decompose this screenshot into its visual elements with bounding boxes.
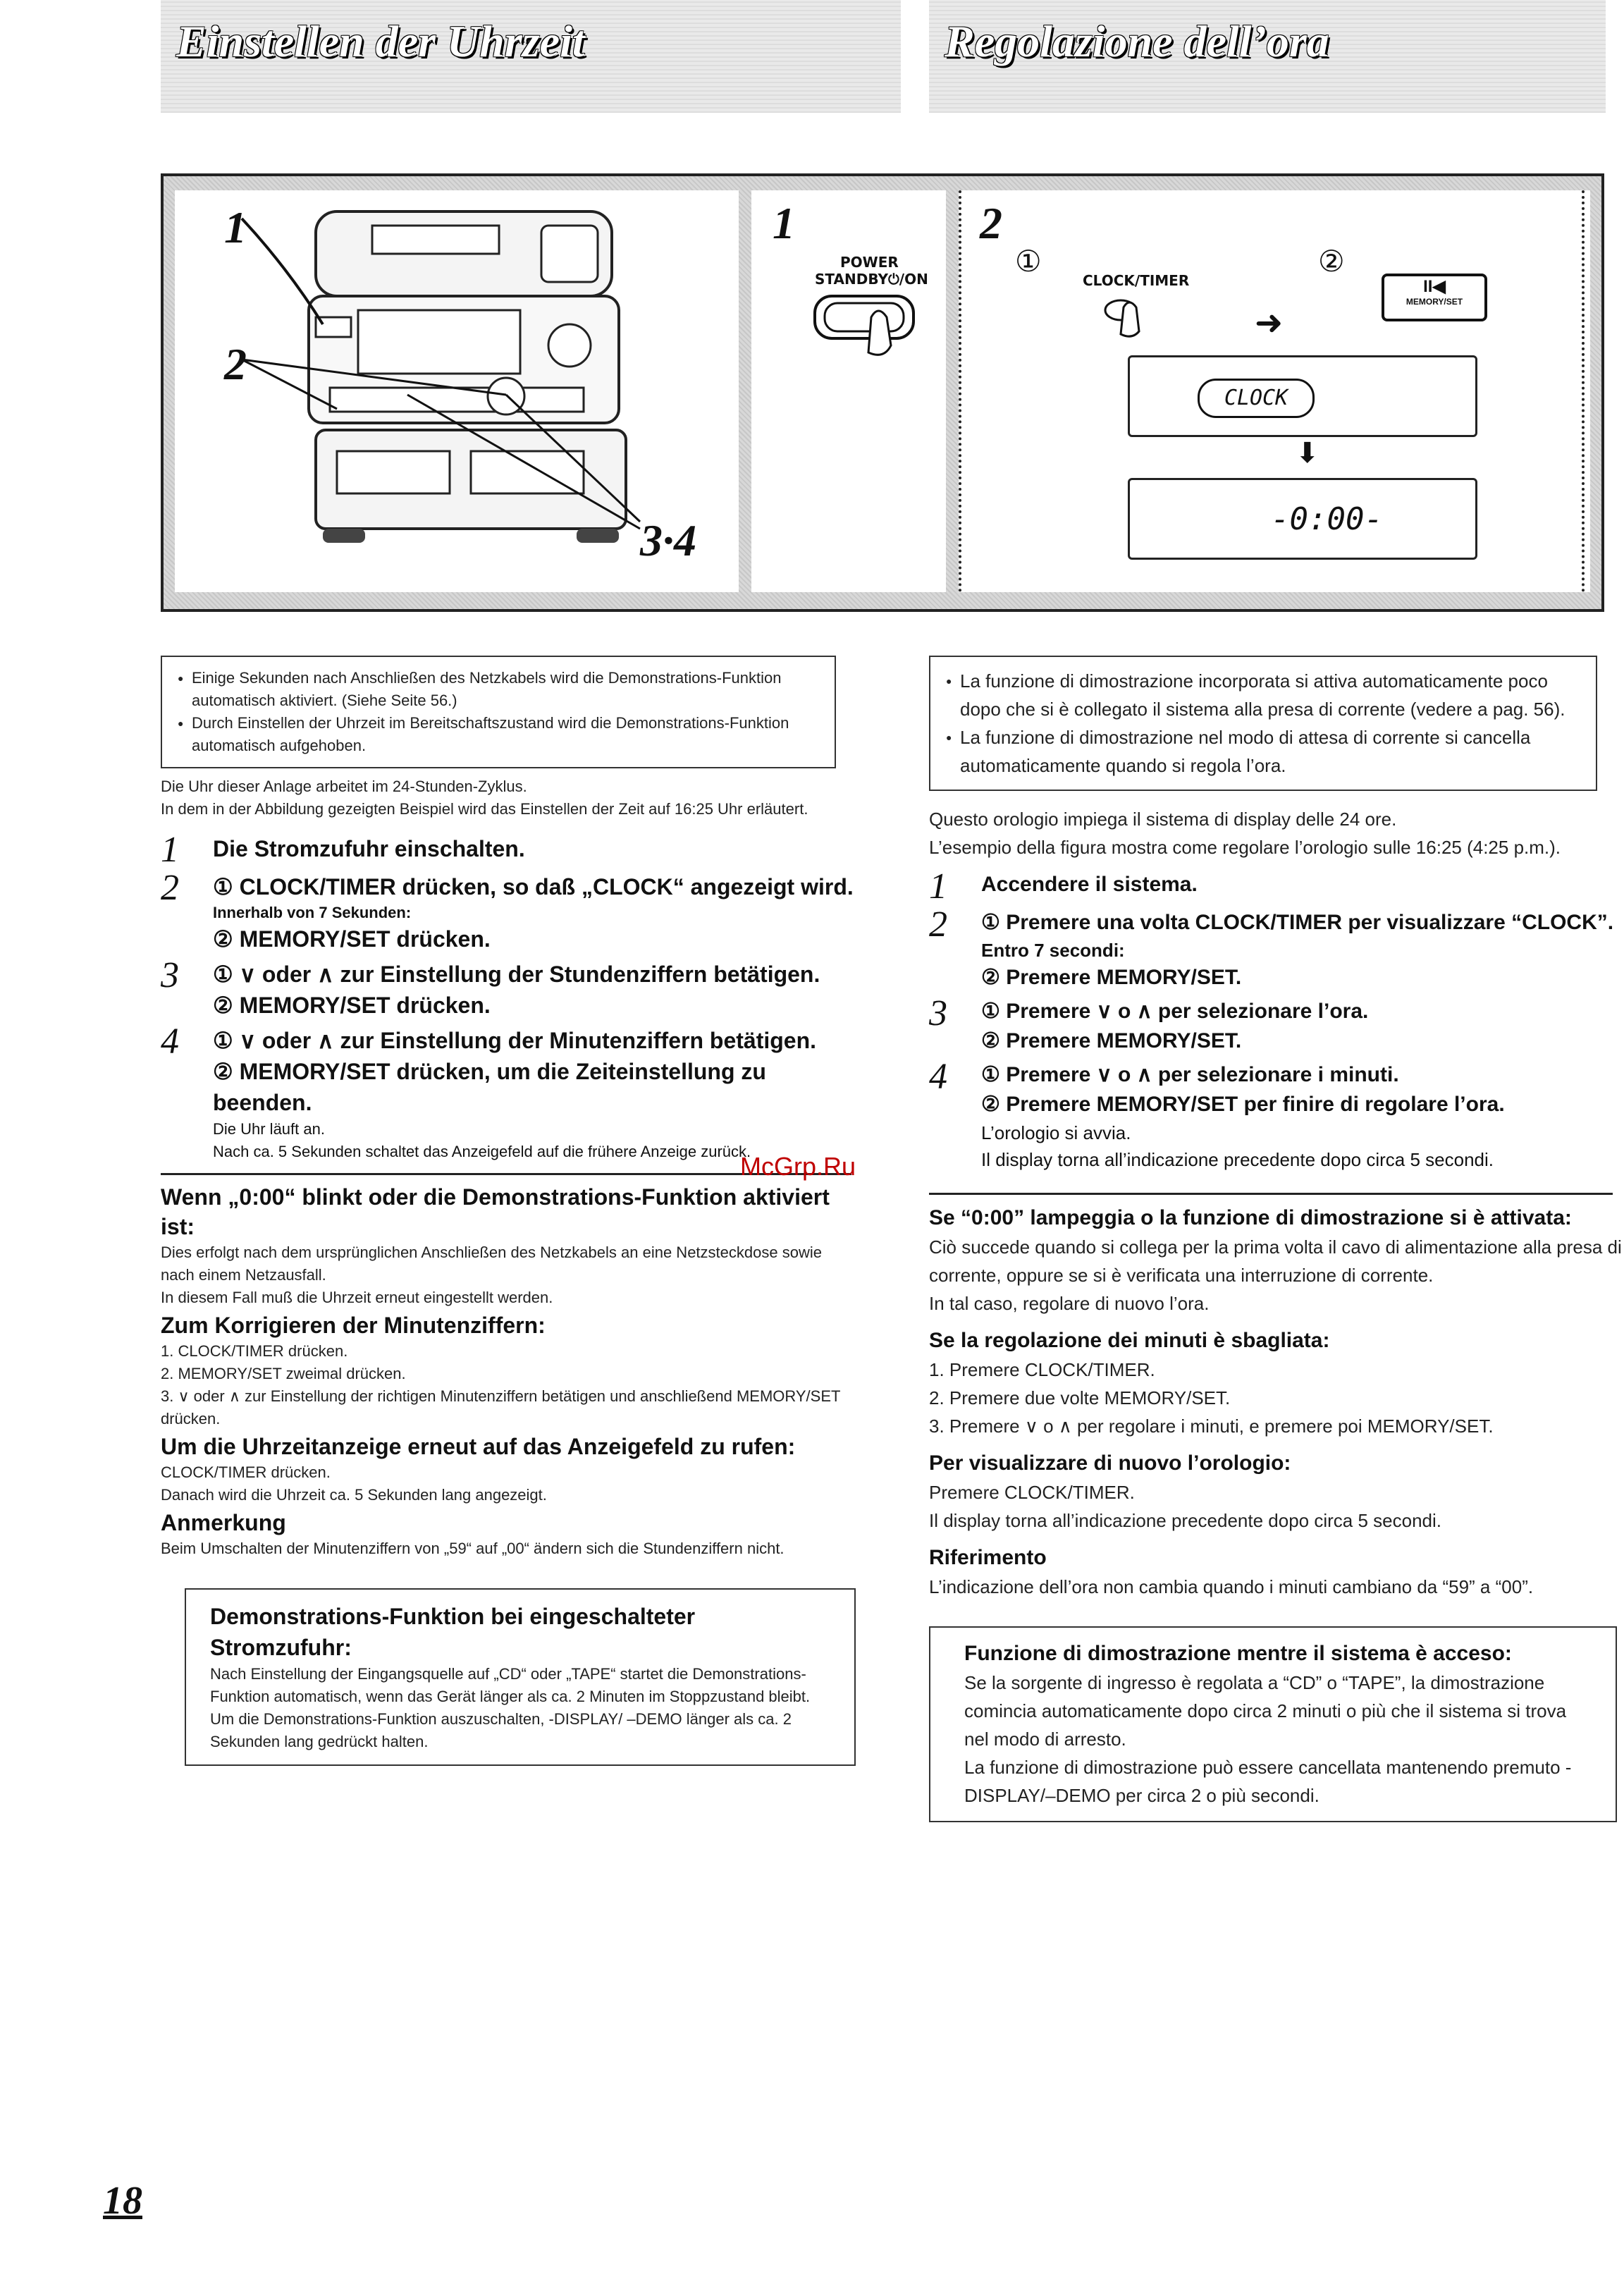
arrow-right-icon: ➜ [1255, 305, 1284, 342]
italian-step3-number: 3 [929, 993, 947, 1033]
german-blink-text1: Dies erfolgt nach dem ursprünglichen Anschließen des Netzkabels an eine Netzsteckdose sowie nach einem Netzausfall. [161, 1244, 822, 1284]
clock-timer-button-icon [1100, 289, 1156, 338]
german-step1-number: 1 [161, 830, 179, 870]
memory-set-button [1382, 274, 1487, 321]
german-column [161, 656, 854, 1766]
header-band-it [929, 0, 1606, 113]
italian-note-heading: Riferimento [929, 1546, 1047, 1569]
german-step2-number: 2 [161, 868, 179, 908]
memory-set-label: MEMORY/SET [1405, 297, 1463, 307]
italian-blink-text2: In tal caso, regolare di nuovo l’ora. [929, 1293, 1210, 1314]
italian-step2a: ① Premere una volta CLOCK/TIMER per visualizzare “CLOCK”. [981, 911, 1614, 934]
german-recall-heading: Um die Uhrzeitanzeige erneut auf das Anzeigefeld zu rufen: [161, 1434, 796, 1459]
italian-step4a: ① Premere ∨ o ∧ per selezionare i minuti. [981, 1063, 1399, 1086]
italian-step2-number: 2 [929, 904, 947, 945]
german-intro-1: Die Uhr dieser Anlage arbeitet im 24-Stunden-Zyklus. [161, 778, 527, 795]
dotted-divider [959, 190, 961, 592]
italian-correct-item-2: 2. Premere due volte MEMORY/SET. [929, 1387, 1231, 1408]
italian-step4-note1: L’orologio si avvia. [981, 1122, 1131, 1143]
italian-recall-text2: Il display torna all’indicazione precedente dopo circa 5 secondi. [929, 1510, 1441, 1531]
lcd-clock-text: CLOCK [1198, 379, 1315, 418]
italian-recall-heading: Per visualizzare di nuovo l’orologio: [929, 1451, 1291, 1475]
german-recall-text1: CLOCK/TIMER drücken. [161, 1463, 331, 1481]
illustration-figure [161, 173, 1604, 612]
step1-number: 1 [773, 198, 795, 248]
italian-blink-heading: Se “0:00” lampeggia o la funzione di dimostrazione si è attivata: [929, 1206, 1572, 1229]
german-blink-heading: Wenn „0:00“ blinkt oder die Demonstrations-Funktion aktiviert ist: [161, 1184, 830, 1239]
italian-column [929, 656, 1623, 1822]
german-note-text: Beim Umschalten der Minutenziffern von „59“ auf „00“ ändern sich die Stundenziffern nicht. [161, 1540, 785, 1557]
german-correct-item-1: 1. CLOCK/TIMER drücken. [161, 1342, 348, 1360]
page-title-it: Regolazione dell’ora [945, 16, 1329, 66]
german-step2a: ① CLOCK/TIMER drücken, so daß „CLOCK“ angezeigt wird. [213, 874, 854, 900]
german-steps [161, 830, 854, 1163]
step2-number: 2 [980, 198, 1002, 248]
german-intro-2: In dem in der Abbildung gezeigten Beispiel wird das Einstellen der Zeit auf 16:25 Uhr erläutert. [161, 800, 808, 818]
stereo-unit-panel [175, 190, 739, 592]
german-step4-number: 4 [161, 1021, 179, 1062]
german-step1-text: Die Stromzufuhr einschalten. [213, 836, 525, 861]
power-button-icon [808, 289, 921, 367]
italian-note-text: L’indicazione dell’ora non cambia quando i minuti cambiano da “59” a “00”. [929, 1576, 1534, 1597]
memory-set-symbol: II◀ [1423, 277, 1446, 296]
italian-step4-number: 4 [929, 1057, 947, 1097]
german-note-2: ● Durch Einstellen der Uhrzeit im Bereitschaftszustand wird die Demonstrations-Funktion automatisch aufgehoben. [178, 712, 819, 757]
italian-step3a: ① Premere ∨ o ∧ per selezionare l’ora. [981, 1000, 1369, 1023]
german-notes-box [161, 656, 836, 768]
german-step2-within: Innerhalb von 7 Sekunden: [213, 904, 412, 921]
german-note-heading: Anmerkung [161, 1510, 286, 1535]
german-step4a: ① ∨ oder ∧ zur Einstellung der Minutenziffern betätigen. [213, 1028, 817, 1053]
german-step2b: ② MEMORY/SET drücken. [213, 926, 491, 952]
german-correct-heading: Zum Korrigieren der Minutenziffern: [161, 1313, 546, 1338]
german-step4-note1: Die Uhr läuft an. [213, 1120, 325, 1138]
german-demo-box [185, 1588, 856, 1766]
italian-note-2: ● La funzione di dimostrazione nel modo di attesa di corrente si cancella automaticamente quando si regola l’ora. [946, 723, 1580, 780]
page-title-de: Einstellen der Uhrzeit [176, 16, 585, 66]
circle-one-label: ① [1015, 245, 1042, 278]
italian-notes-box [929, 656, 1597, 791]
italian-step1-number: 1 [929, 866, 947, 907]
header-band-de [161, 0, 901, 113]
italian-intro-2: L’esempio della figura mostra come regolare l’orologio sulle 16:25 (4:25 p.m.). [929, 837, 1561, 858]
display-clock [1128, 355, 1477, 437]
italian-demo-text2: La funzione di dimostrazione può essere cancellata mantenendo premuto -DISPLAY/–DEMO per circa 2 o più secondi. [964, 1757, 1572, 1806]
italian-step4b: ② Premere MEMORY/SET per finire di regolare l’ora. [981, 1093, 1505, 1116]
italian-blink-text1: Ciò succede quando si collega per la prima volta il cavo di alimentazione alla presa di corrente, oppure se si è verificata una interruzione di corrente. [929, 1236, 1622, 1286]
german-step4b: ② MEMORY/SET drücken, um die Zeiteinstellung zu beenden. [213, 1059, 766, 1115]
german-note-1: ● Einige Sekunden nach Anschließen des Netzkabels wird die Demonstrations-Funktion automatisch aktiviert. (Siehe Seite 56.) [178, 667, 819, 712]
display-time [1128, 478, 1477, 560]
german-correct-item-3: 3. ∨ oder ∧ zur Einstellung der richtigen Minutenziffern betätigen und anschließend MEMORY/SET drücken. [161, 1387, 841, 1428]
italian-demo-heading: Funzione di dimostrazione mentre il sistema è acceso: [964, 1642, 1512, 1665]
german-demo-heading: Demonstrations-Funktion bei eingeschalteter Stromzufuhr: [210, 1604, 696, 1660]
german-step3a: ① ∨ oder ∧ zur Einstellung der Stundenziffern betätigen. [213, 962, 820, 987]
german-demo-text1: Nach Einstellung der Eingangsquelle auf „CD“ oder „TAPE“ startet die Demonstrations-Funktion automatisch, wenn das Gerät länger als ca. 2 Minuten im Stoppzustand bleibt. [210, 1665, 811, 1705]
page-number: 18 [103, 2179, 142, 2223]
standby-label: STANDBY⏻/ON [815, 271, 928, 288]
clock-timer-label: CLOCK/TIMER [1083, 272, 1190, 289]
italian-note-1: ● La funzione di dimostrazione incorporata si attiva automaticamente poco dopo che si è collegato il sistema alla presa di corrente (vedere a pag. 56). [946, 667, 1580, 723]
german-correct-item-2: 2. MEMORY/SET zweimal drücken. [161, 1365, 406, 1382]
italian-recall-text1: Premere CLOCK/TIMER. [929, 1482, 1135, 1503]
italian-demo-box [929, 1626, 1617, 1822]
german-step3-number: 3 [161, 955, 179, 995]
italian-correct-item-3: 3. Premere ∨ o ∧ per regolare i minuti, e premere poi MEMORY/SET. [929, 1416, 1494, 1437]
german-step4-note2: Nach ca. 5 Sekunden schaltet das Anzeigefeld auf die frühere Anzeige zurück. [213, 1143, 751, 1160]
italian-step2b: ② Premere MEMORY/SET. [981, 966, 1242, 989]
step2-panel [959, 190, 1590, 592]
italian-correct-heading: Se la regolazione dei minuti è sbagliata: [929, 1329, 1330, 1352]
italian-step1-text: Accendere il sistema. [981, 873, 1198, 896]
italian-correct-item-1: 1. Premere CLOCK/TIMER. [929, 1359, 1155, 1380]
circle-two-label: ② [1318, 245, 1345, 278]
german-demo-text2: Um die Demonstrations-Funktion auszuschalten, -DISPLAY/ –DEMO länger als ca. 2 Sekunden lang gedrückt halten. [210, 1710, 792, 1750]
german-step3b: ② MEMORY/SET drücken. [213, 993, 491, 1018]
power-label: POWER [840, 254, 899, 271]
dotted-divider-right [1582, 190, 1585, 592]
arrow-down-icon: ⬇ [1296, 438, 1320, 469]
italian-step2-within: Entro 7 secondi: [981, 940, 1125, 961]
italian-step3b: ② Premere MEMORY/SET. [981, 1029, 1242, 1052]
callout-2: 2 [224, 339, 247, 389]
italian-step4-note2: Il display torna all’indicazione precedente dopo circa 5 secondi. [981, 1149, 1494, 1170]
step1-panel [751, 190, 946, 592]
callout-1: 1 [224, 202, 247, 252]
italian-demo-text1: Se la sorgente di ingresso è regolata a “CD” o “TAPE”, la dimostrazione comincia automaticamente dopo circa 2 minuti o più che il sistema si trova nel modo di arresto. [964, 1672, 1567, 1750]
italian-steps [929, 866, 1623, 1173]
italian-divider [929, 1193, 1613, 1195]
german-recall-text2: Danach wird die Uhrzeit ca. 5 Sekunden lang angezeigt. [161, 1486, 547, 1504]
lcd-time-text: -0:00- [1271, 501, 1383, 537]
callout-3-4: 3·4 [640, 515, 696, 565]
german-blink-text2: In diesem Fall muß die Uhrzeit erneut eingestellt werden. [161, 1289, 553, 1306]
italian-intro-1: Questo orologio impiega il sistema di display delle 24 ore. [929, 809, 1397, 830]
watermark: McGrp.Ru [740, 1152, 856, 1181]
